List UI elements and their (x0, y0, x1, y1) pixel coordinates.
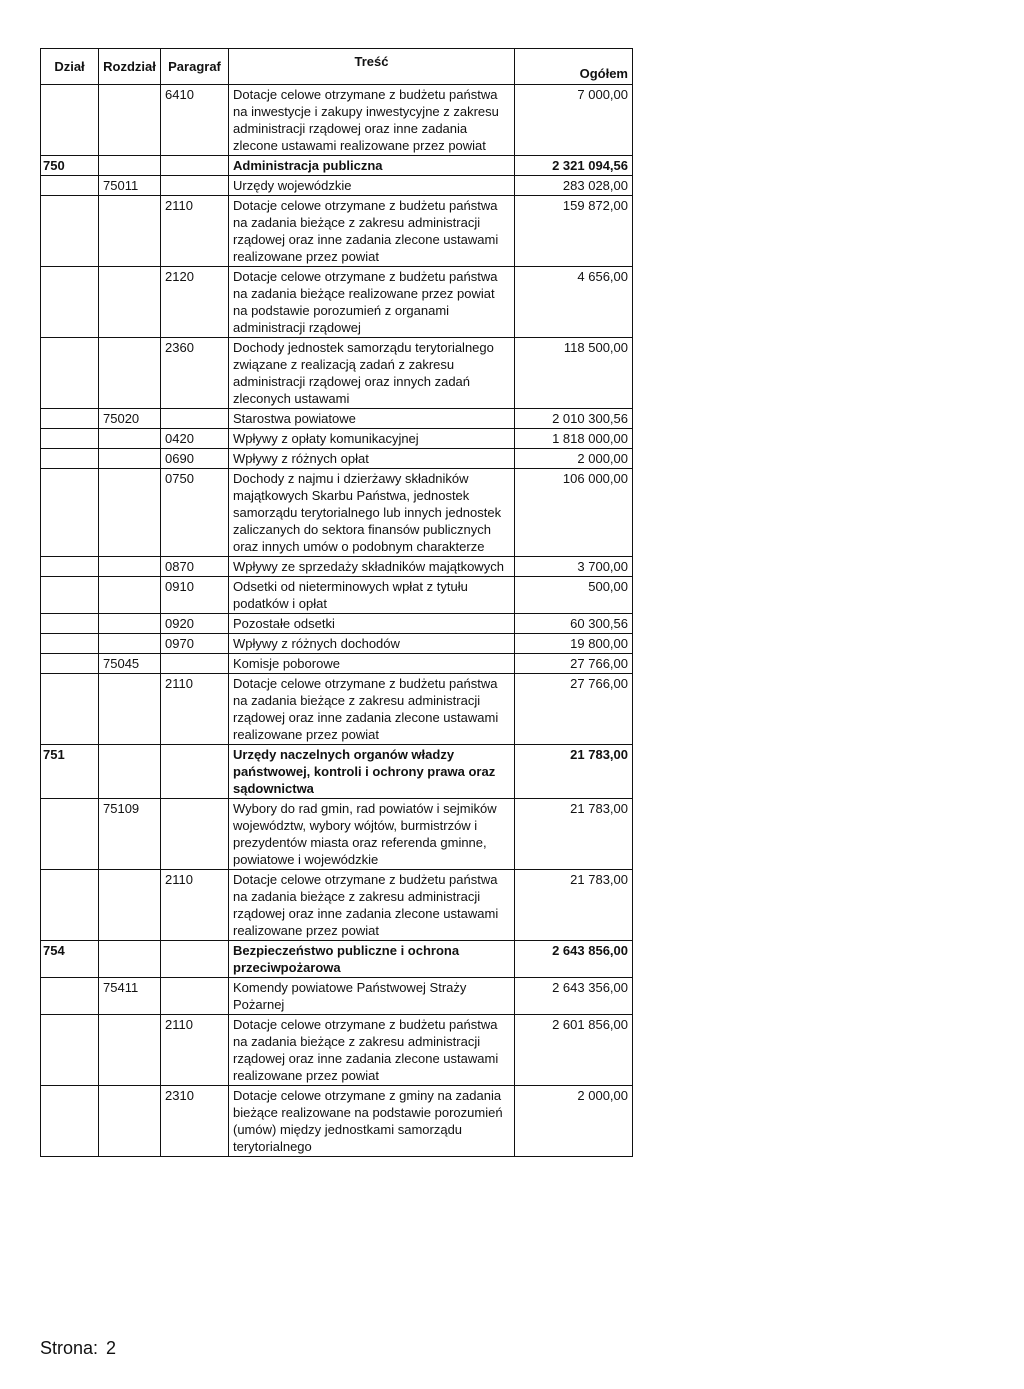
cell-tresc: Dochody jednostek samorządu terytorialnego związane z realizacją zadań z zakresu administracji rządowej oraz innych zadań zleconych ustawami (229, 338, 515, 409)
cell-tresc: Wybory do rad gmin, rad powiatów i sejmików województw, wybory wójtów, burmistrzów i prezydentów miasta oraz referenda gminne, powiatowe i wojewódzkie (229, 799, 515, 870)
cell-ogolem: 2 643 856,00 (515, 941, 633, 978)
cell-dzial (41, 577, 99, 614)
cell-paragraf (161, 156, 229, 176)
cell-ogolem: 3 700,00 (515, 557, 633, 577)
paragraf-row (41, 429, 633, 449)
paragraf-row (41, 1015, 633, 1086)
cell-dzial (41, 267, 99, 338)
cell-rozdzial (99, 1015, 161, 1086)
paragraf-row (41, 870, 633, 941)
cell-tresc: Dotacje celowe otrzymane z budżetu państwa na zadania bieżące z zakresu administracji rządowej oraz inne zadania zlecone ustawami realizowane przez powiat (229, 674, 515, 745)
cell-rozdzial (99, 674, 161, 745)
cell-dzial (41, 409, 99, 429)
page-label: Strona: (40, 1338, 99, 1358)
paragraf-row (41, 85, 633, 156)
cell-ogolem: 27 766,00 (515, 674, 633, 745)
cell-dzial (41, 469, 99, 557)
cell-rozdzial (99, 941, 161, 978)
paragraf-row (41, 196, 633, 267)
cell-rozdzial (99, 1086, 161, 1157)
cell-tresc: Odsetki od nieterminowych wpłat z tytułu podatków i opłat (229, 577, 515, 614)
cell-dzial (41, 85, 99, 156)
cell-tresc: Dotacje celowe otrzymane z budżetu państwa na zadania bieżące z zakresu administracji rządowej oraz inne zadania zlecone ustawami realizowane przez powiat (229, 1015, 515, 1086)
budget-table (40, 48, 633, 1157)
cell-dzial (41, 978, 99, 1015)
cell-tresc: Urzędy wojewódzkie (229, 176, 515, 196)
cell-paragraf (161, 745, 229, 799)
cell-ogolem: 1 818 000,00 (515, 429, 633, 449)
cell-rozdzial (99, 870, 161, 941)
cell-paragraf: 0920 (161, 614, 229, 634)
cell-rozdzial: 75109 (99, 799, 161, 870)
cell-paragraf: 0420 (161, 429, 229, 449)
cell-tresc: Administracja publiczna (229, 156, 515, 176)
cell-paragraf: 2310 (161, 1086, 229, 1157)
cell-ogolem: 500,00 (515, 577, 633, 614)
rozdzial-row (41, 799, 633, 870)
cell-dzial (41, 654, 99, 674)
cell-paragraf (161, 941, 229, 978)
cell-ogolem: 19 800,00 (515, 634, 633, 654)
cell-rozdzial (99, 267, 161, 338)
cell-rozdzial (99, 85, 161, 156)
cell-ogolem: 2 601 856,00 (515, 1015, 633, 1086)
cell-paragraf: 0970 (161, 634, 229, 654)
page-footer (40, 1338, 124, 1359)
paragraf-row (41, 577, 633, 614)
cell-ogolem: 159 872,00 (515, 196, 633, 267)
cell-tresc: Wpływy z opłaty komunikacyjnej (229, 429, 515, 449)
cell-tresc: Dotacje celowe otrzymane z budżetu państwa na zadania bieżące z zakresu administracji rządowej oraz inne zadania zlecone ustawami realizowane przez powiat (229, 870, 515, 941)
cell-ogolem: 21 783,00 (515, 870, 633, 941)
cell-rozdzial (99, 557, 161, 577)
cell-dzial (41, 614, 99, 634)
cell-tresc: Wpływy z różnych opłat (229, 449, 515, 469)
paragraf-row (41, 557, 633, 577)
paragraf-row (41, 614, 633, 634)
cell-tresc: Pozostałe odsetki (229, 614, 515, 634)
cell-dzial: 750 (41, 156, 99, 176)
paragraf-row (41, 634, 633, 654)
cell-rozdzial: 75045 (99, 654, 161, 674)
cell-ogolem: 27 766,00 (515, 654, 633, 674)
cell-ogolem: 7 000,00 (515, 85, 633, 156)
cell-ogolem: 21 783,00 (515, 799, 633, 870)
header-rozdzial: Rozdział (99, 49, 161, 85)
cell-tresc: Starostwa powiatowe (229, 409, 515, 429)
cell-tresc: Wpływy z różnych dochodów (229, 634, 515, 654)
cell-paragraf (161, 978, 229, 1015)
cell-rozdzial (99, 614, 161, 634)
cell-dzial (41, 196, 99, 267)
cell-dzial (41, 557, 99, 577)
cell-rozdzial (99, 469, 161, 557)
cell-paragraf: 0750 (161, 469, 229, 557)
cell-tresc: Komisje poborowe (229, 654, 515, 674)
cell-ogolem: 283 028,00 (515, 176, 633, 196)
cell-rozdzial (99, 429, 161, 449)
cell-rozdzial (99, 577, 161, 614)
header-dzial: Dział (41, 49, 99, 85)
rozdzial-row (41, 978, 633, 1015)
budget-table-body (41, 85, 633, 1157)
cell-rozdzial: 75411 (99, 978, 161, 1015)
cell-rozdzial (99, 196, 161, 267)
cell-paragraf: 2110 (161, 870, 229, 941)
paragraf-row (41, 674, 633, 745)
cell-paragraf: 0910 (161, 577, 229, 614)
cell-ogolem: 2 000,00 (515, 449, 633, 469)
cell-rozdzial (99, 449, 161, 469)
cell-tresc: Wpływy ze sprzedaży składników majątkowych (229, 557, 515, 577)
header-paragraf: Paragraf (161, 49, 229, 85)
cell-rozdzial (99, 634, 161, 654)
cell-ogolem: 2 321 094,56 (515, 156, 633, 176)
cell-paragraf: 6410 (161, 85, 229, 156)
cell-paragraf (161, 799, 229, 870)
cell-dzial (41, 338, 99, 409)
table-header-row (41, 49, 633, 85)
cell-rozdzial: 75020 (99, 409, 161, 429)
cell-ogolem: 2 000,00 (515, 1086, 633, 1157)
cell-paragraf (161, 176, 229, 196)
header-ogolem: Ogółem (515, 49, 633, 85)
cell-dzial (41, 429, 99, 449)
cell-ogolem: 4 656,00 (515, 267, 633, 338)
cell-ogolem: 118 500,00 (515, 338, 633, 409)
cell-rozdzial (99, 338, 161, 409)
cell-tresc: Dochody z najmu i dzierżawy składników majątkowych Skarbu Państwa, jednostek samorządu terytorialnego lub innych jednostek zaliczanych do sektora finansów publicznych oraz innych umów o podobnym charakterze (229, 469, 515, 557)
dzial-row (41, 156, 633, 176)
rozdzial-row (41, 654, 633, 674)
cell-dzial (41, 799, 99, 870)
cell-paragraf: 2110 (161, 196, 229, 267)
cell-paragraf: 2110 (161, 674, 229, 745)
cell-paragraf: 0870 (161, 557, 229, 577)
cell-ogolem: 2 010 300,56 (515, 409, 633, 429)
header-tresc: Treść (229, 49, 515, 85)
cell-rozdzial (99, 745, 161, 799)
cell-dzial (41, 1086, 99, 1157)
paragraf-row (41, 1086, 633, 1157)
cell-dzial (41, 449, 99, 469)
cell-ogolem: 21 783,00 (515, 745, 633, 799)
cell-dzial (41, 1015, 99, 1086)
cell-dzial (41, 634, 99, 654)
cell-ogolem: 2 643 356,00 (515, 978, 633, 1015)
cell-paragraf (161, 409, 229, 429)
cell-ogolem: 60 300,56 (515, 614, 633, 634)
cell-ogolem: 106 000,00 (515, 469, 633, 557)
cell-dzial: 751 (41, 745, 99, 799)
cell-rozdzial (99, 156, 161, 176)
cell-paragraf: 2360 (161, 338, 229, 409)
cell-paragraf: 0690 (161, 449, 229, 469)
cell-paragraf (161, 654, 229, 674)
cell-rozdzial: 75011 (99, 176, 161, 196)
paragraf-row (41, 267, 633, 338)
cell-dzial (41, 176, 99, 196)
cell-tresc: Urzędy naczelnych organów władzy państwowej, kontroli i ochrony prawa oraz sądownictwa (229, 745, 515, 799)
cell-tresc: Dotacje celowe otrzymane z budżetu państwa na inwestycje i zakupy inwestycyjne z zakresu administracji rządowej oraz inne zadania zlecone ustawami realizowane przez powiat (229, 85, 515, 156)
cell-paragraf: 2120 (161, 267, 229, 338)
dzial-row (41, 941, 633, 978)
paragraf-row (41, 469, 633, 557)
cell-tresc: Dotacje celowe otrzymane z gminy na zadania bieżące realizowane na podstawie porozumień (umów) między jednostkami samorządu terytorialnego (229, 1086, 515, 1157)
dzial-row (41, 745, 633, 799)
cell-dzial: 754 (41, 941, 99, 978)
cell-tresc: Bezpieczeństwo publiczne i ochrona przeciwpożarowa (229, 941, 515, 978)
rozdzial-row (41, 176, 633, 196)
paragraf-row (41, 449, 633, 469)
cell-paragraf: 2110 (161, 1015, 229, 1086)
cell-dzial (41, 674, 99, 745)
cell-dzial (41, 870, 99, 941)
cell-tresc: Dotacje celowe otrzymane z budżetu państwa na zadania bieżące z zakresu administracji rządowej oraz inne zadania zlecone ustawami realizowane przez powiat (229, 196, 515, 267)
cell-tresc: Dotacje celowe otrzymane z budżetu państwa na zadania bieżące realizowane przez powiat na podstawie porozumień z organami administracji rządowej (229, 267, 515, 338)
rozdzial-row (41, 409, 633, 429)
paragraf-row (41, 338, 633, 409)
cell-tresc: Komendy powiatowe Państwowej Straży Pożarnej (229, 978, 515, 1015)
page-number: 2 (106, 1338, 117, 1358)
